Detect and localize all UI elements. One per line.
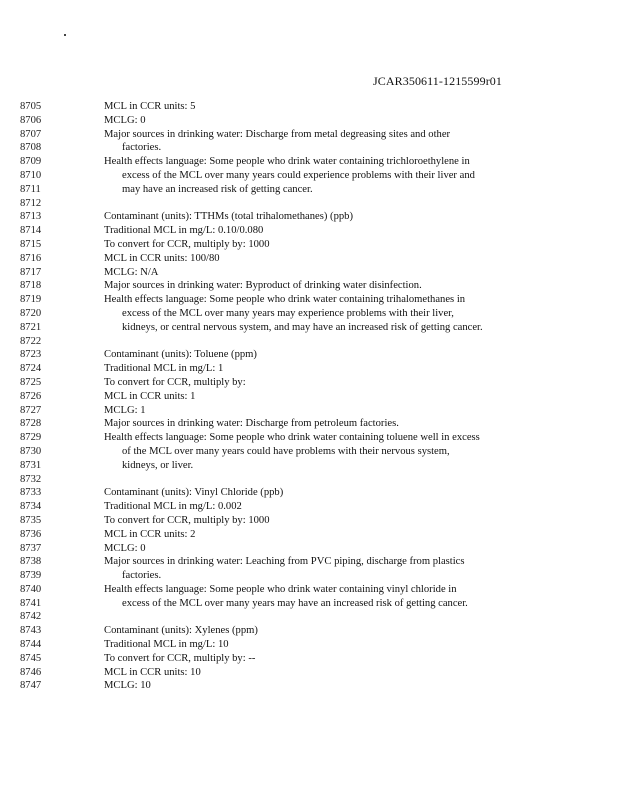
- document-line: [0, 348, 619, 362]
- document-line: [0, 542, 619, 556]
- line-text: Contaminant (units): Xylenes (ppm): [104, 625, 258, 637]
- line-text: may have an increased risk of getting cancer.: [122, 183, 313, 195]
- document-line: [0, 486, 619, 500]
- document-line: [0, 362, 619, 376]
- line-number: 8724: [20, 363, 42, 375]
- line-text: MCLG: N/A: [104, 266, 159, 278]
- line-text: To convert for CCR, multiply by: --: [104, 652, 256, 664]
- document-line: [0, 183, 619, 197]
- document-id: JCAR350611-1215599r01: [373, 74, 502, 88]
- line-number: 8712: [20, 197, 42, 209]
- line-text: kidneys, or central nervous system, and may have an increased risk of getting cancer.: [122, 321, 483, 333]
- line-text: Contaminant (units): Toluene (ppm): [104, 349, 257, 361]
- document-line: [0, 335, 619, 349]
- line-text: MCLG: 0: [104, 114, 146, 126]
- document-line: [0, 376, 619, 390]
- line-number: 8745: [20, 652, 42, 664]
- line-text: MCL in CCR units: 1: [104, 390, 196, 402]
- document-line: [0, 224, 619, 238]
- document-line: [0, 210, 619, 224]
- line-number: 8741: [20, 597, 42, 609]
- line-text: factories.: [122, 570, 162, 582]
- document-line: [0, 293, 619, 307]
- line-number: 8713: [20, 211, 42, 223]
- line-text: Health effects language: Some people who drink water containing trihalomethanes in: [104, 294, 466, 306]
- document-line: [0, 610, 619, 624]
- line-number: 8705: [20, 101, 42, 112]
- document-line: [0, 114, 619, 128]
- line-number: 8737: [20, 542, 42, 554]
- line-number: 8742: [20, 611, 42, 623]
- document-line: [0, 197, 619, 211]
- document-line: [0, 528, 619, 542]
- document-line: [0, 624, 619, 638]
- line-number: 8739: [20, 570, 42, 582]
- line-number: 8717: [20, 266, 42, 278]
- line-number: 8735: [20, 514, 42, 526]
- line-text: Traditional MCL in mg/L: 1: [104, 363, 224, 375]
- line-text: Major sources in drinking water: Discharge from petroleum factories.: [104, 418, 399, 430]
- document-line: [0, 666, 619, 680]
- line-number: 8708: [20, 142, 42, 154]
- line-text: Traditional MCL in mg/L: 0.002: [104, 501, 242, 513]
- line-number: 8720: [20, 307, 42, 319]
- document-line: [0, 555, 619, 569]
- document-line: [0, 431, 619, 445]
- document-line: [0, 473, 619, 487]
- document-line: [0, 514, 619, 528]
- document-line: [0, 266, 619, 280]
- line-text: MCL in CCR units: 100/80: [104, 252, 220, 264]
- line-text: excess of the MCL over many years may experience problems with their liver,: [122, 307, 454, 319]
- line-number: 8723: [20, 349, 42, 361]
- document-body: [0, 100, 619, 693]
- line-text: To convert for CCR, multiply by: 1000: [104, 514, 270, 526]
- document-line: [0, 128, 619, 142]
- document-line: [0, 100, 619, 114]
- line-number: 8716: [20, 252, 42, 264]
- line-text: MCL in CCR units: 5: [104, 101, 196, 112]
- document-line: [0, 583, 619, 597]
- line-text: MCL in CCR units: 10: [104, 666, 201, 678]
- line-text: Major sources in drinking water: Leaching from PVC piping, discharge from plastics: [104, 556, 465, 568]
- document-line: [0, 445, 619, 459]
- document-line: [0, 652, 619, 666]
- line-number: 8731: [20, 459, 42, 471]
- stray-mark: [64, 34, 66, 36]
- document-line: [0, 279, 619, 293]
- document-line: [0, 459, 619, 473]
- line-number: 8730: [20, 445, 42, 457]
- document-line: [0, 238, 619, 252]
- line-number: 8746: [20, 666, 42, 678]
- line-text: To convert for CCR, multiply by: 1000: [104, 238, 270, 250]
- line-number: 8728: [20, 418, 42, 430]
- document-line: [0, 169, 619, 183]
- line-text: excess of the MCL over many years could experience problems with their liver and: [122, 169, 475, 181]
- line-number: 8736: [20, 528, 42, 540]
- line-text: Contaminant (units): Vinyl Chloride (ppb): [104, 487, 284, 499]
- line-number: 8744: [20, 639, 42, 651]
- document-line: [0, 500, 619, 514]
- line-text: Contaminant (units): TTHMs (total trihalomethanes) (ppb): [104, 211, 354, 223]
- document-line: [0, 569, 619, 583]
- line-number: 8733: [20, 487, 42, 499]
- document-line: [0, 390, 619, 404]
- line-number: 8727: [20, 404, 42, 416]
- line-number: 8707: [20, 128, 42, 140]
- line-number: 8715: [20, 238, 42, 250]
- document-line: [0, 141, 619, 155]
- line-number: 8721: [20, 321, 42, 333]
- line-number: 8732: [20, 473, 42, 485]
- document-line: [0, 155, 619, 169]
- line-number: 8734: [20, 501, 42, 513]
- line-number: 8709: [20, 156, 42, 168]
- line-number: 8740: [20, 583, 42, 595]
- line-text: MCL in CCR units: 2: [104, 528, 196, 540]
- line-text: MCLG: 10: [104, 680, 151, 692]
- line-number: 8711: [20, 183, 41, 195]
- line-text: To convert for CCR, multiply by:: [104, 376, 246, 388]
- line-text: MCLG: 1: [104, 404, 146, 416]
- line-text: Major sources in drinking water: Byproduct of drinking water disinfection.: [104, 280, 422, 292]
- document-line: [0, 638, 619, 652]
- line-number: 8718: [20, 280, 42, 292]
- line-number: 8714: [20, 225, 42, 237]
- document-line: [0, 679, 619, 693]
- line-text: MCLG: 0: [104, 542, 146, 554]
- line-number: 8722: [20, 335, 42, 347]
- line-number: 8747: [20, 680, 42, 692]
- line-text: Traditional MCL in mg/L: 10: [104, 639, 229, 651]
- line-number: 8738: [20, 556, 42, 568]
- line-number: 8726: [20, 390, 42, 402]
- line-text: Health effects language: Some people who drink water containing toluene well in excess: [104, 432, 480, 444]
- line-text: Major sources in drinking water: Discharge from metal degreasing sites and other: [104, 128, 451, 140]
- line-text: kidneys, or liver.: [122, 459, 194, 471]
- line-number: 8743: [20, 625, 42, 637]
- document-line: [0, 417, 619, 431]
- line-text: Health effects language: Some people who drink water containing vinyl chloride in: [104, 583, 457, 595]
- line-number: 8719: [20, 294, 42, 306]
- line-text: of the MCL over many years could have problems with their nervous system,: [122, 445, 450, 457]
- line-number: 8710: [20, 169, 42, 181]
- document-line: [0, 404, 619, 418]
- document-line: [0, 597, 619, 611]
- line-text: excess of the MCL over many years may have an increased risk of getting cancer.: [122, 597, 468, 609]
- line-number: 8706: [20, 114, 42, 126]
- line-number: 8725: [20, 376, 42, 388]
- line-number: 8729: [20, 432, 42, 444]
- document-line: [0, 307, 619, 321]
- line-text: Health effects language: Some people who drink water containing trichloroethylene in: [104, 156, 470, 168]
- line-text: Traditional MCL in mg/L: 0.10/0.080: [104, 225, 264, 237]
- document-line: [0, 321, 619, 335]
- document-line: [0, 252, 619, 266]
- line-text: factories.: [122, 142, 162, 154]
